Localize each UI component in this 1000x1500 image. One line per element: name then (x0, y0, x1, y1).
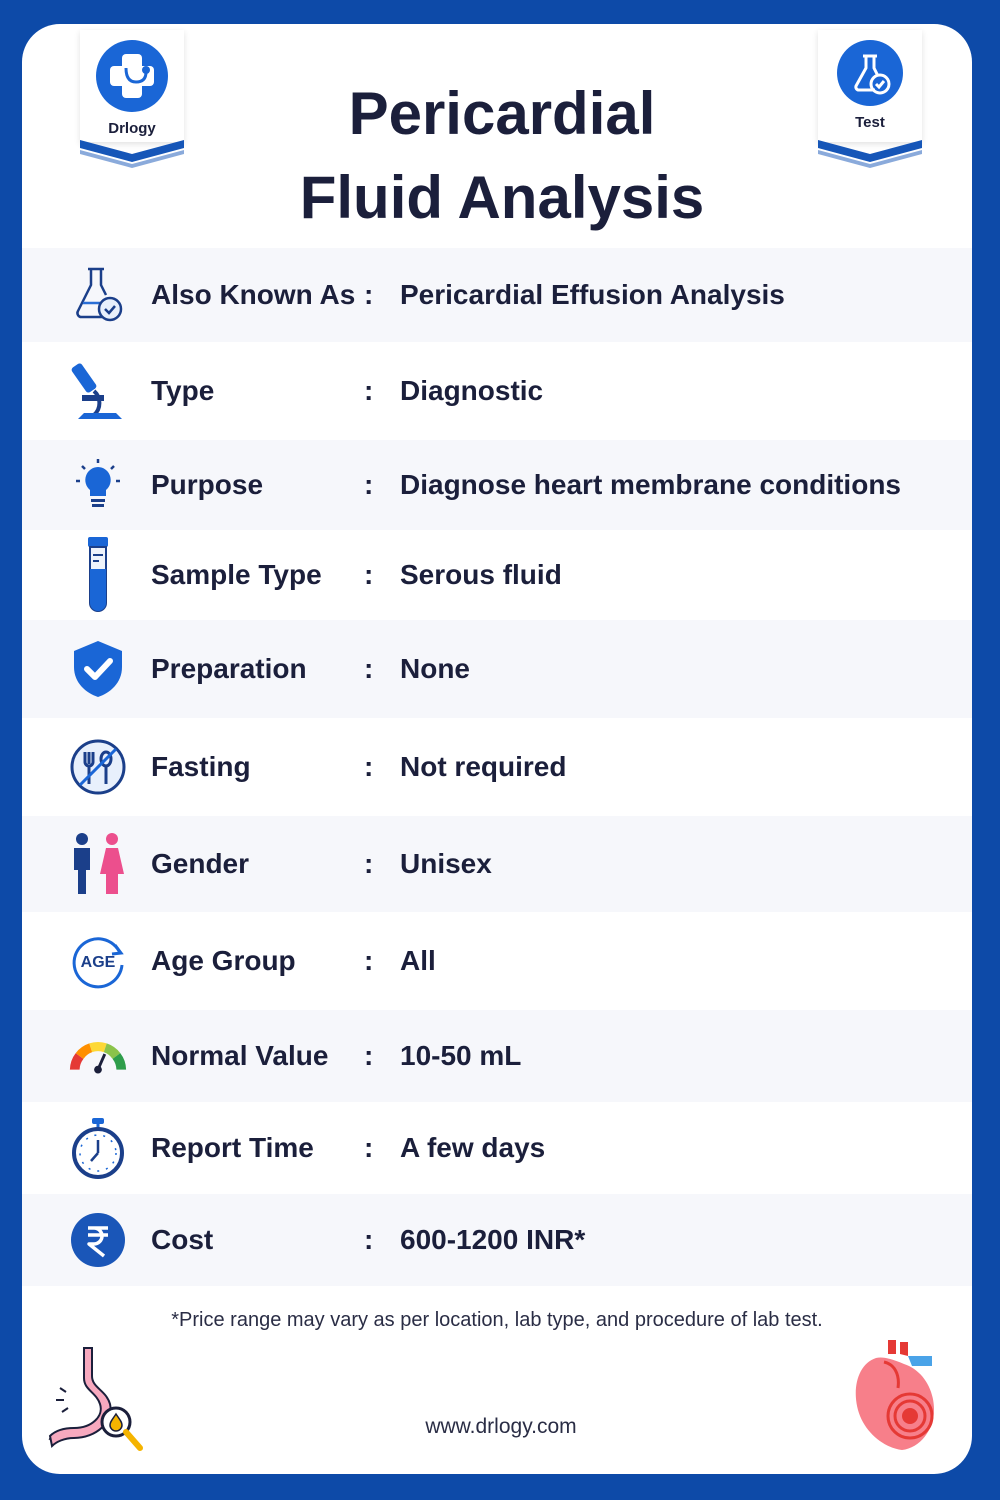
title-line-2: Fluid Analysis (299, 164, 705, 231)
test-label: Test (855, 114, 885, 131)
row-purpose (22, 440, 972, 530)
row-colon: : (364, 848, 374, 879)
row-colon: : (364, 375, 374, 406)
row-label: Purpose (151, 469, 264, 500)
flask-check-icon (837, 40, 903, 106)
row-label: Preparation (151, 653, 307, 684)
row-value: All (400, 945, 436, 976)
row-colon: : (364, 1132, 374, 1163)
pericardium-drop-magnifier-illustration (48, 1344, 148, 1464)
row-colon: : (364, 1040, 374, 1071)
row-colon: : (364, 751, 374, 782)
row-label: Gender (151, 848, 250, 879)
row-label: Sample Type (151, 559, 322, 590)
row-label: Fasting (151, 751, 251, 782)
male-female-icon (66, 832, 130, 896)
row-label: Age Group (151, 945, 296, 976)
medical-cross-stethoscope-icon (96, 40, 168, 112)
lightbulb-icon (66, 453, 130, 517)
row-label: Type (151, 375, 215, 406)
row-fasting (22, 718, 972, 816)
row-age-group (22, 912, 972, 1010)
gauge-icon (66, 1024, 130, 1088)
row-value: None (400, 653, 470, 684)
row-value: Diagnose heart membrane conditions (400, 469, 901, 500)
info-card (22, 24, 972, 1474)
row-value: 600-1200 INR* (400, 1224, 586, 1255)
row-also-known-as (22, 248, 972, 342)
row-cost (22, 1194, 972, 1286)
age-icon (66, 929, 130, 993)
row-normal-value (22, 1010, 972, 1102)
row-label: Report Time (151, 1132, 314, 1163)
row-value: Diagnostic (400, 375, 544, 406)
row-colon: : (364, 653, 374, 684)
test-badge (818, 30, 922, 142)
row-value: A few days (400, 1132, 546, 1163)
svg-text:AGE: AGE (80, 954, 116, 971)
row-preparation (22, 620, 972, 718)
badge-ribbon (80, 140, 184, 168)
row-colon: : (364, 1224, 374, 1255)
page-title (222, 72, 782, 240)
row-label: Cost (151, 1224, 214, 1255)
flask-check-icon (66, 263, 130, 327)
microscope-icon (66, 359, 130, 423)
row-sample-type (22, 530, 972, 620)
test-tube-icon (66, 543, 130, 607)
row-gender (22, 816, 972, 912)
row-value: Not required (400, 751, 567, 782)
row-colon: : (364, 559, 374, 590)
info-table (22, 248, 972, 1286)
row-colon: : (364, 945, 374, 976)
drlogy-label: Drlogy (108, 120, 156, 137)
row-label: Normal Value (151, 1040, 329, 1071)
row-report-time (22, 1102, 972, 1194)
price-disclaimer: *Price range may vary as per location, lab type, and procedure of lab test. (171, 1309, 823, 1331)
row-type (22, 342, 972, 440)
row-value: Unisex (400, 848, 492, 879)
row-value: 10-50 mL (400, 1040, 522, 1071)
rupee-icon (66, 1208, 130, 1272)
row-value: Pericardial Effusion Analysis (400, 279, 785, 310)
row-value: Serous fluid (400, 559, 562, 590)
no-food-icon (66, 735, 130, 799)
badge-ribbon (818, 140, 922, 168)
row-colon: : (364, 279, 374, 310)
title-line-1: Pericardial (348, 80, 656, 147)
drlogy-badge (80, 30, 184, 142)
shield-check-icon (66, 637, 130, 701)
row-label: Also Known As (151, 279, 356, 310)
stopwatch-icon (66, 1116, 130, 1180)
row-colon: : (364, 469, 374, 500)
website-link[interactable]: www.drlogy.com (425, 1415, 577, 1438)
